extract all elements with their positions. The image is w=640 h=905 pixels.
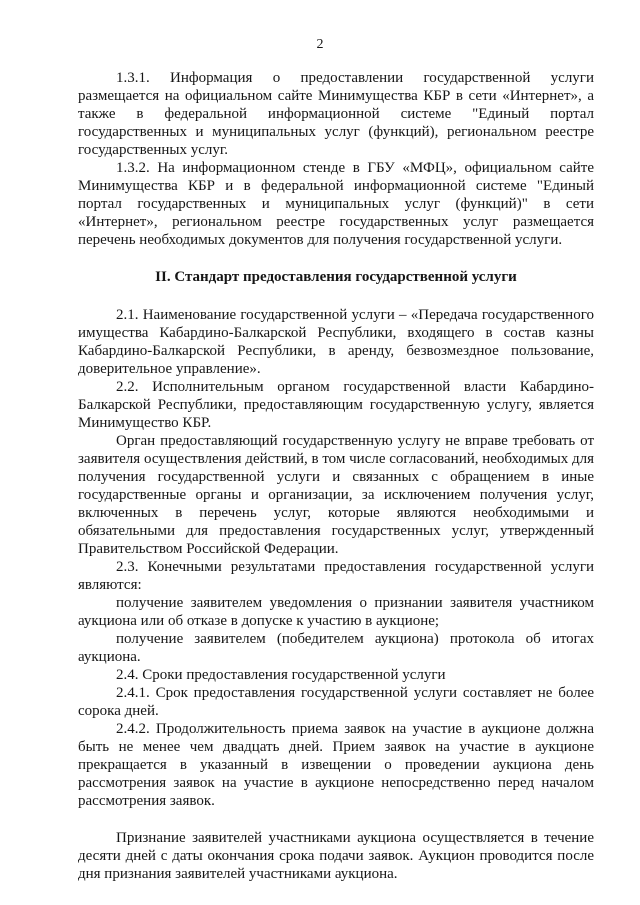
paragraph-1-3-1: 1.3.1. Информация о предоставлении государственной услуги размещается на официальном сайте Минимущества КБР в сети «Интернет», а также в федеральной информационной системе "Единый портал государственных и муниципальных услуг (функций), региональном реестре государственных услуг. [78,70,594,158]
paragraph-result-protocol: получение заявителем (победителем аукциона) протокола об итогах аукциона. [78,631,594,665]
paragraph-participants-recognition: Признание заявителей участниками аукциона осуществляется в течение десяти дней с даты окончания срока подачи заявок. Аукцион проводится после дня признания заявителей участниками аукциона. [78,830,594,882]
paragraph-2-4-2: 2.4.2. Продолжительность приема заявок на участие в аукционе должна быть не менее чем двадцать дней. Прием заявок на участие в аукционе прекращается в указанный в извещении о проведении аукциона день рассмотрения заявок на участие в аукционе непосредственно перед началом рассмотрения заявок. [78,721,594,809]
paragraph-1-3-2: 1.3.2. На информационном стенде в ГБУ «МФЦ», официальном сайте Минимущества КБР и в федеральной информационной системе "Единый портал государственных и муниципальных услуг (функций)" в сети «Интернет», региональном реестре государственных услуг размещается перечень необходимых документов для получения государственной услуги. [78,160,594,248]
paragraph-2-4-1: 2.4.1. Срок предоставления государственной услуги составляет не более сорока дней. [78,685,594,719]
paragraph-2-4: 2.4. Сроки предоставления государственной услуги [116,667,446,683]
paragraph-2-1: 2.1. Наименование государственной услуги – «Передача государственного имущества Кабардино-Балкарской Республики, входящего в состав казны Кабардино-Балкарской Республики, в аренду, безвозмездное пользование, доверительное управление». [78,307,594,377]
document-body [78,69,594,883]
page-number: 2 [316,37,324,52]
section-heading: II. Стандарт предоставления государственной услуги [155,269,517,285]
paragraph-authority-restriction: Орган предоставляющий государственную услугу не вправе требовать от заявителя осуществления действий, в том числе согласований, необходимых для получения государственной услуги и связанных с обращением в иные государственные органы и организации, за исключением получения услуг, включенных в перечень услуг, которые являются необходимыми и обязательными для предоставления государственных услуг, утвержденный Правительством Российской Федерации. [78,433,594,557]
paragraph-result-notice: получение заявителем уведомления о признании заявителя участником аукциона или об отказе в допуске к участию в аукционе; [78,595,594,629]
paragraph-2-2: 2.2. Исполнительным органом государственной власти Кабардино-Балкарской Республики, предоставляющим государственную услугу, является Минимущество КБР. [78,379,594,431]
paragraph-2-3: 2.3. Конечными результатами предоставления государственной услуги являются: [78,559,594,593]
